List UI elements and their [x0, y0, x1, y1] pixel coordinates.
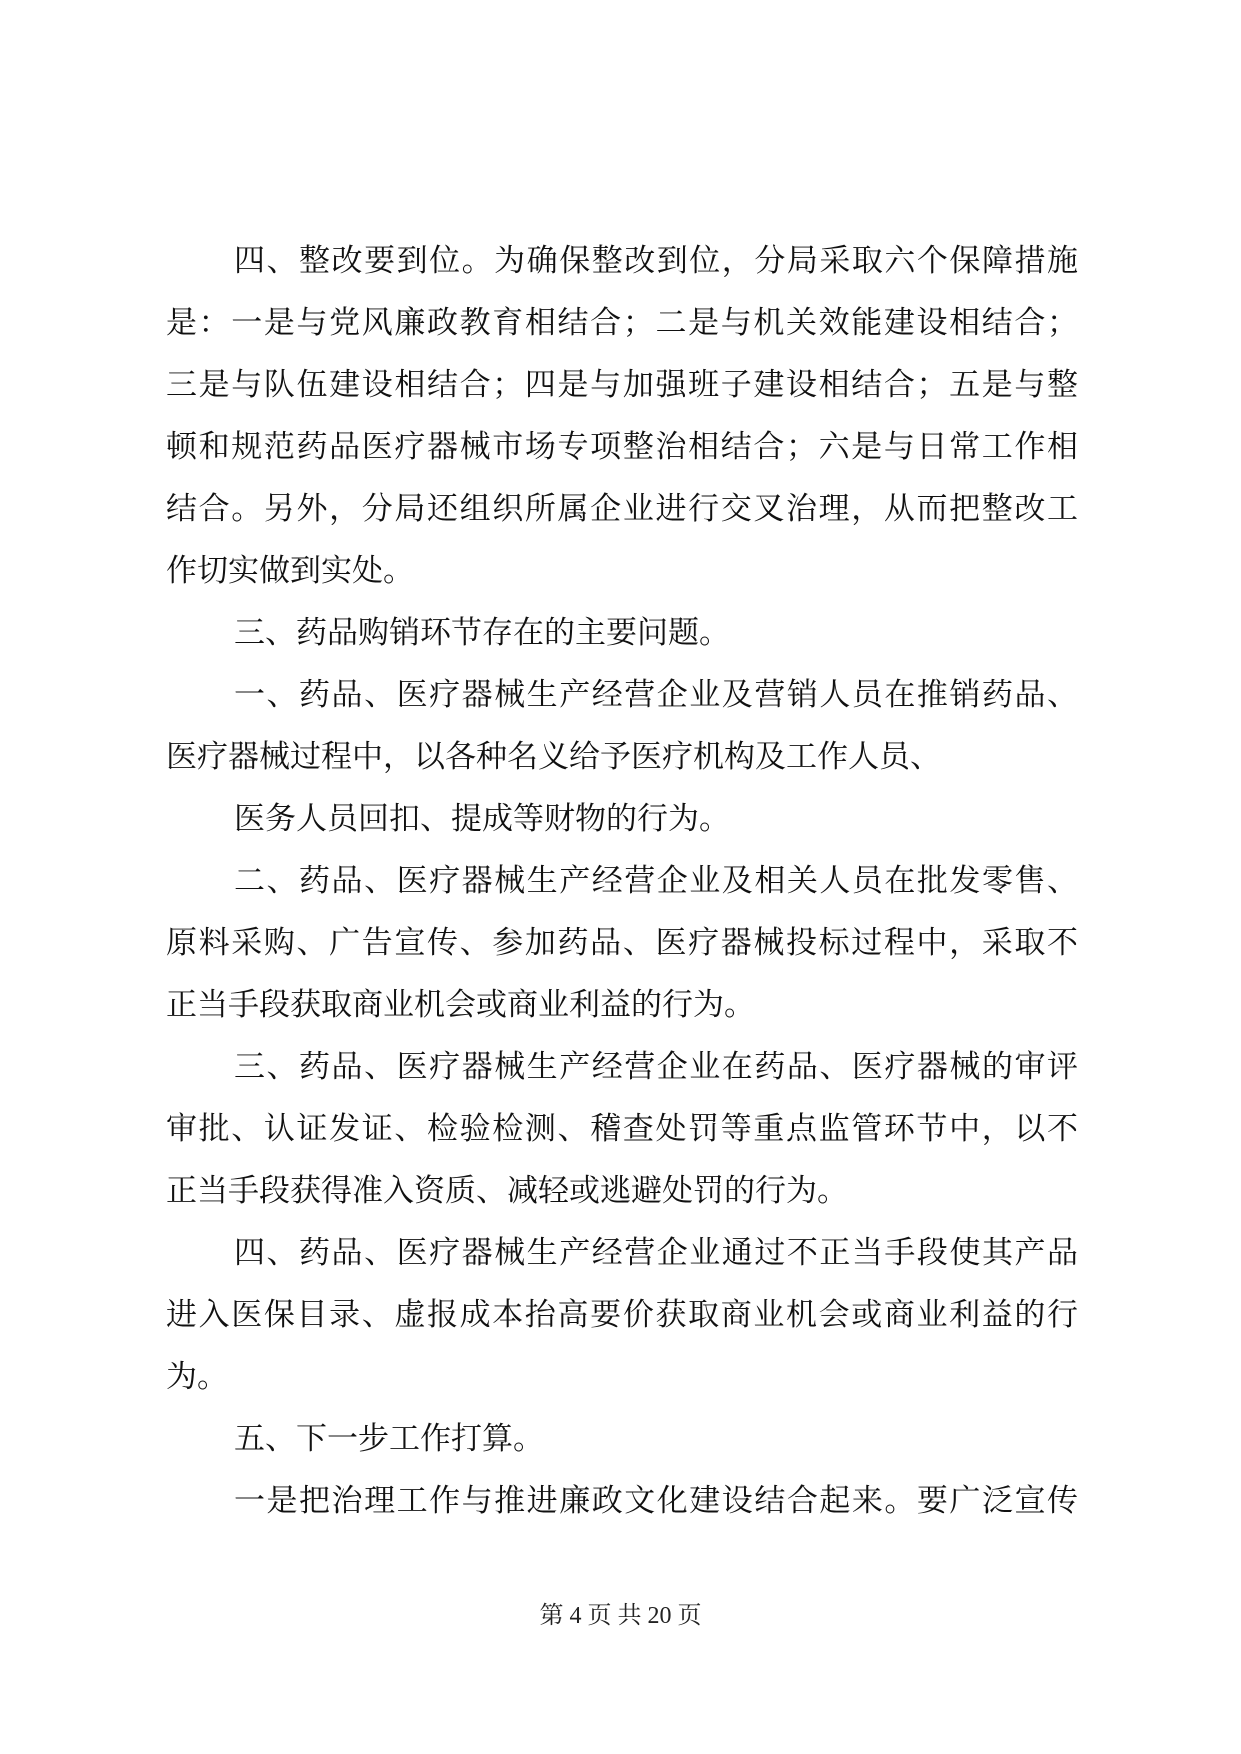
text-line: 正当手段获取商业机会或商业利益的行为。 — [166, 987, 755, 1023]
text-line: 一是把治理工作与推进廉政文化建设结合起来。要广泛宣传 — [234, 1483, 1078, 1519]
text-line: 为。 — [166, 1359, 228, 1395]
text-line: 作切实做到实处。 — [166, 553, 414, 589]
text-line: 正当手段获得准入资质、减轻或逃避处罚的行为。 — [166, 1173, 848, 1209]
text-line: 三、药品、医疗器械生产经营企业在药品、医疗器械的审评 — [234, 1049, 1078, 1085]
text-line: 顿和规范药品医疗器械市场专项整治相结合；六是与日常工作相 — [166, 429, 1078, 465]
text-line: 是：一是与党风廉政教育相结合；二是与机关效能建设相结合； — [166, 305, 1078, 341]
text-line: 医疗器械过程中，以各种名义给予医疗机构及工作人员、 — [166, 739, 941, 775]
text-line: 三是与队伍建设相结合；四是与加强班子建设相结合；五是与整 — [166, 367, 1078, 403]
text-line: 审批、认证发证、检验检测、稽查处罚等重点监管环节中，以不 — [166, 1111, 1078, 1147]
text-line: 医务人员回扣、提成等财物的行为。 — [234, 801, 730, 837]
text-line: 三、药品购销环节存在的主要问题。 — [234, 615, 730, 651]
document-body — [166, 230, 1078, 1532]
text-line: 一、药品、医疗器械生产经营企业及营销人员在推销药品、 — [234, 677, 1078, 713]
text-line: 四、整改要到位。为确保整改到位，分局采取六个保障措施 — [234, 243, 1078, 279]
text-line: 进入医保目录、虚报成本抬高要价获取商业机会或商业利益的行 — [166, 1297, 1078, 1333]
text-line: 五、下一步工作打算。 — [234, 1421, 544, 1457]
text-line: 结合。另外，分局还组织所属企业进行交叉治理，从而把整改工 — [166, 491, 1078, 527]
text-line: 四、药品、医疗器械生产经营企业通过不正当手段使其产品 — [234, 1235, 1078, 1271]
text-line: 二、药品、医疗器械生产经营企业及相关人员在批发零售、 — [234, 863, 1078, 899]
text-line: 原料采购、广告宣传、参加药品、医疗器械投标过程中，采取不 — [166, 925, 1078, 961]
page-footer: 第 4 页 共 20 页 — [539, 1603, 702, 1629]
